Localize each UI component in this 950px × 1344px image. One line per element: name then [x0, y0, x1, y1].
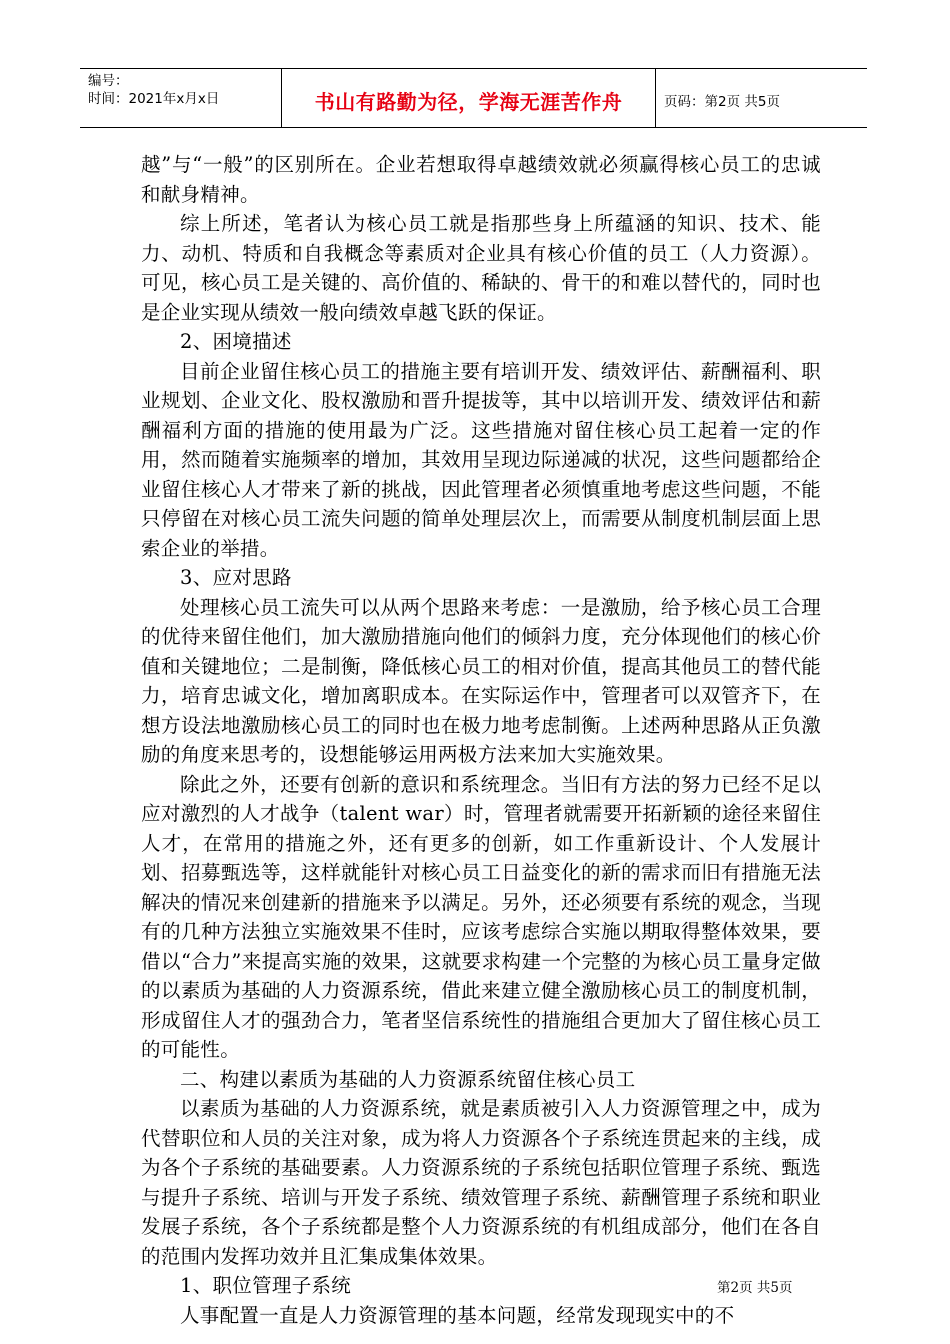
paragraph: 目前企业留住核心员工的措施主要有培训开发、绩效评估、薪酬福利、职业规划、企业文化、股权激励和晋升提拔等，其中以培训开发、绩效评估和薪酬福利方面的措施的使用最为广泛。这些措施对留住核心员工起着一定的作用，然而随着实施频率的增加，其效用呈现边际递减的状况，这些问题都给企业留住核心人才带来了新的挑战，因此管理者必须慎重地考虑这些问题，不能只停留在对核心员工流失问题的简单处理层次上，而需要从制度机制层面上思索企业的举措。: [141, 359, 821, 560]
header-meta: [80, 69, 282, 127]
paragraph: 人事配置一直是人力资源管理的基本问题，经常发现现实中的不: [180, 1303, 735, 1327]
header-motto: 书山有路勤为径，学海无涯苦作舟: [282, 69, 656, 127]
page-header: [80, 68, 867, 128]
paragraph: 以素质为基础的人力资源系统，就是素质被引入人力资源管理之中，成为代替职位和人员的关注对象，成为将人力资源各个子系统连贯起来的主线，成为各个子系统的基础要素。人力资源系统的子系统包括职位管理子系统、甄选与提升子系统、培训与开发子系统、绩效管理子系统、薪酬管理子系统和职业发展子系统，各个子系统都是整个人力资源系统的有机组成部分，他们在各自的范围内发挥功效并且汇集成集体效果。: [141, 1097, 821, 1268]
document-body: [141, 150, 821, 1330]
section-heading: 二、构建以素质为基础的人力资源系统留住核心员工: [180, 1067, 636, 1091]
paragraph: 综上所述，笔者认为核心员工就是指那些身上所蕴涵的知识、技术、能力、动机、特质和自我概念等素质对企业具有核心价值的员工（人力资源）。可见，核心员工是关键的、高价值的、稀缺的、骨干的和难以替代的，同时也是企业实现从绩效一般向绩效卓越飞跃的保证。: [141, 212, 821, 324]
document-time-label: 时间：2021年x月x日: [88, 91, 220, 107]
section-heading: 2、困境描述: [180, 330, 292, 353]
header-page-info: 页码：第2页 共5页: [664, 94, 780, 110]
document-number-label: 编号：: [88, 73, 129, 89]
paragraph: 处理核心员工流失可以从两个思路来考虑：一是激励，给予核心员工合理的优待来留住他们，加大激励措施向他们的倾斜力度，充分体现他们的核心价值和关键地位；二是制衡，降低核心员工的相对价值，提高其他员工的替代能力，培育忠诚文化，增加离职成本。在实际运作中，管理者可以双管齐下，在想方设法地激励核心员工的同时也在极力地考虑制衡。上述两种思路从正负激励的角度来思考的，设想能够运用两极方法来加大实施效果。: [141, 595, 821, 766]
paragraph: 越”与“一般”的区别所在。企业若想取得卓越绩效就必须赢得核心员工的忠诚和献身精神。: [141, 153, 821, 206]
section-heading: 3、应对思路: [180, 566, 292, 589]
section-heading: 1、职位管理子系统: [180, 1274, 352, 1297]
paragraph: 除此之外，还要有创新的意识和系统理念。当旧有方法的努力已经不足以应对激烈的人才战争（talent war）时，管理者就需要开拓新颖的途径来留住人才，在常用的措施之外，还有更多的创新，如工作重新设计、个人发展计划、招募甄选等，这样就能针对核心员工日益变化的新的需求而旧有措施无法解决的情况来创建新的措施来予以满足。另外，还必须要有系统的观念，当现有的几种方法独立实施效果不佳时，应该考虑综合实施以期取得整体效果，要借以“合力”来提高实施的效果，这就要求构建一个完整的为核心员工量身定做的以素质为基础的人力资源系统，借此来建立健全激励核心员工的制度机制，形成留住人才的强劲合力，笔者坚信系统性的措施组合更加大了留住核心员工的可能性。: [141, 772, 821, 1061]
page-footer: 第2页 共5页: [717, 1280, 793, 1296]
